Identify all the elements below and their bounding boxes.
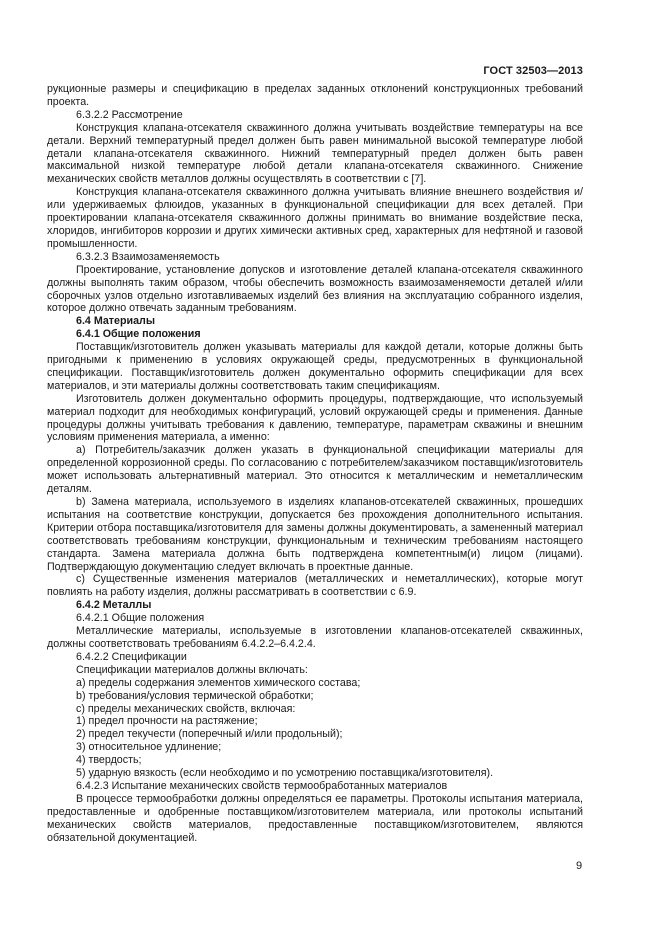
paragraph: Поставщик/изготовитель должен указывать материалы для каждой детали, которые должны быть пригодными к применению в условиях окружающей среды, предусмотренных в функциональной спецификации. Поставщик/изготовитель должен документально оформить спецификации для всех материалов, и эти материалы должны соответствовать таким спецификациям. — [47, 341, 583, 392]
section-heading: 6.4.2 Металлы — [76, 599, 152, 612]
document-header: ГОСТ 32503—2013 — [483, 65, 583, 77]
paragraph: 6.3.2.2 Рассмотрение — [76, 108, 183, 121]
paragraph: 6.4.2.3 Испытание механических свойств термообработанных материалов — [76, 779, 448, 792]
paragraph: 6.4.2.2 Спецификации — [76, 650, 187, 663]
paragraph: с) Существенные изменения материалов (металлических и неметаллических), которые могут повлиять на работу изделия, должны рассматривать в соответствии с 6.9. — [47, 573, 583, 599]
paragraph: рукционные размеры и спецификацию в пределах заданных отклонений конструкционных требований проекта. — [47, 83, 583, 108]
paragraph: а) Потребитель/заказчик должен указать в функциональной спецификации материалы для определенной коррозионной среды. По согласованию с потребителем/заказчиком поставщик/изготовитель может использовать альтернативный материал. Это относится к металлическим и неметаллическим деталям. — [47, 444, 583, 496]
section-heading: 6.4.1 Общие положения — [76, 328, 201, 341]
paragraph: b) требования/условия термической обработки; — [76, 689, 314, 702]
paragraph: 6.3.2.3 Взаимозаменяемость — [76, 250, 220, 263]
paragraph: Спецификации материалов должны включать: — [76, 663, 308, 676]
paragraph: 2) предел текучести (поперечный и/или продольный); — [76, 728, 343, 741]
paragraph: В процессе термообработки должны определяться ее параметры. Протоколы испытания материала, предоставленные и одобренные поставщиком/изготовителем материала, или протоколы испытаний механических свойств материалов, предоставленные поставщиком/изготовителем, являются обязательной документацией. — [47, 792, 583, 844]
paragraph: 5) ударную вязкость (если необходимо и по усмотрению поставщика/изготовителя). — [76, 767, 494, 780]
paragraph: Металлические материалы, используемые в изготовлении клапанов-отсекателей скважинных, должны соответствовать требованиям 6.4.2.2–6.4.2.4. — [47, 625, 583, 650]
paragraph: 4) твердость; — [76, 754, 142, 767]
paragraph: 6.4.2.1 Общие положения — [76, 612, 205, 625]
paragraph: с) пределы механических свойств, включая: — [76, 702, 296, 715]
paragraph: Проектирование, установление допусков и изготовление деталей клапана-отсекателя скважинного должны выполнять таким образом, чтобы обеспечить возможность взаимозаменяемости деталей и/или сборочных узлов отдельно изготавливаемых изделий без влияния на эксплуатацию собранного изделия, которое должно отвечать заданным требованиям. — [47, 263, 583, 315]
document-body — [47, 83, 583, 844]
paragraph: а) пределы содержания элементов химического состава; — [76, 676, 361, 689]
paragraph: Изготовитель должен документально оформить процедуры, подтверждающие, что используемый материал подходит для необходимых конфигураций, условий окружающей среды и применения. Данные процедуры должны учитывать требования к давлению, температуре, параметрам скважины и внешним условиям применения материала, а именно: — [47, 392, 583, 444]
paragraph: Конструкция клапана-отсекателя скважинного должна учитывать влияние внешнего воздействия и/или удерживаемых флюидов, указанных в функциональной спецификации для всех деталей. При проектировании клапана-отсекателя скважинного должны принимать во внимание воздействие песка, хлоридов, ингибиторов коррозии и других химически активных сред, характерных для нефтяной и газовой промышленности. — [47, 186, 583, 250]
paragraph: b) Замена материала, используемого в изделиях клапанов-отсекателей скважинных, прошедших испытания на соответствие конструкции, допускается без прохождения дополнительного испытания. Критерии отбора поставщика/изготовителя для замены должны документировать, а замененный материал соответствовать требованиям конструкции, функциональным и техническим требованиям настоящего стандарта. Замена материала должна быть подтверждена компетентным(и) лицом (лицами). Подтверждающую документацию следует включать в проектные данные. — [47, 496, 583, 573]
paragraph: Конструкция клапана-отсекателя скважинного должна учитывать воздействие температуры на все детали. Верхний температурный предел должен быть равен минимальной высокой температуре любой детали клапана-отсекателя скважинного. Нижний температурный предел должен быть равен максимальной низкой температуре любой детали клапана-отсекателя скважинного. Снижение механических свойств металлов должны осуществлять в соответствии с [7]. — [47, 121, 583, 186]
paragraph: 3) относительное удлинение; — [76, 741, 222, 754]
page-number: 9 — [576, 860, 583, 872]
paragraph: 1) предел прочности на растяжение; — [76, 715, 258, 728]
section-heading: 6.4 Материалы — [76, 315, 155, 328]
